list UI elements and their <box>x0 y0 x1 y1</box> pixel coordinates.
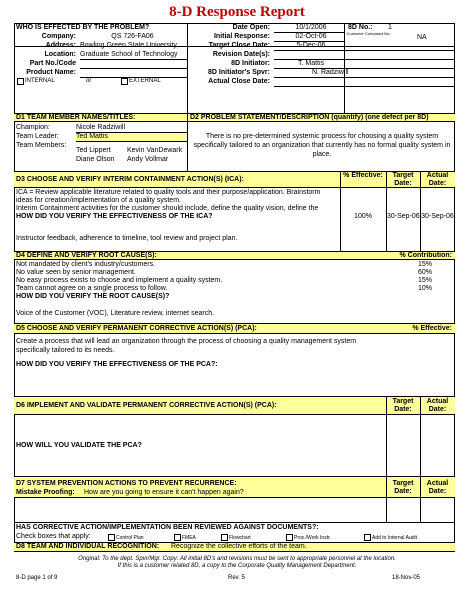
d8-heading: D8 TEAM AND INDIVIDUAL RECOGNITION: <box>16 543 160 550</box>
customer-complaint-label: Customer Complaint No.: <box>346 31 392 36</box>
location-value[interactable]: Graduate School of Technology <box>80 51 178 58</box>
d5-question: HOW DID YOU VERIFY THE EFFECTIVENESS OF THE PCA?: <box>16 361 218 368</box>
d2-problem-statement[interactable]: There is no pre-determined systemic process for choosing a quality system specifically tailored to an organization that currently has no formal quality system in place. <box>193 133 451 158</box>
team-member[interactable]: Ted Lippert <box>76 147 111 154</box>
root-cause-item[interactable]: No value seen by senior management. <box>16 269 136 276</box>
checkbox-label: Proc./Work Instr. <box>294 535 331 541</box>
footer-note: Original: To the dept. Spvr/Mgr. Copy: All initial 8D's and revisions must be sent to appropriate personnel at the location. <box>78 556 396 562</box>
report-title: 8-D Response Report <box>169 4 305 20</box>
d3-question: HOW DID YOU VERIFY THE EFFECTIVENESS OF THE ICA? <box>16 213 213 220</box>
has-corrective-question: HAS CORRECTIVE ACTION/IMPLEMENTATION BEEN REVIEWED AGAINST DOCUMENTS?: <box>16 524 319 531</box>
champion-label: Champion: <box>16 124 50 131</box>
check-boxes-label: Check boxes that apply: <box>16 533 91 540</box>
rule <box>274 86 455 87</box>
footer-date: 18-Nov-05 <box>392 575 421 581</box>
control-plan-checkbox[interactable] <box>108 534 115 541</box>
rule <box>187 113 188 171</box>
team-members-label: Team Members: <box>16 142 67 149</box>
date-open-value[interactable]: 10/1/2006 <box>295 24 327 31</box>
rule <box>274 59 455 60</box>
rule <box>274 32 344 33</box>
rule <box>80 68 187 69</box>
d4-question: HOW DID YOU VERIFY THE ROOT CAUSE(S)? <box>16 293 170 300</box>
checkbox-label: FMEA <box>182 535 196 541</box>
revision-number: Rev. 5 <box>228 575 245 581</box>
rule <box>340 171 341 251</box>
product-name-label: Product Name: <box>26 69 76 76</box>
checkbox-label: Flowchart <box>229 535 251 541</box>
part-no-label: Part No./Code <box>29 60 76 67</box>
root-cause-item[interactable]: No easy process exists to choose and implement a quality system. <box>16 277 223 284</box>
d7-heading: D7 SYSTEM PREVENTION ACTIONS TO PREVENT RECURRENCE: <box>16 480 237 487</box>
eightd-no-label: 8D No.: <box>348 24 373 31</box>
d6-col-target: Target Date: <box>392 398 414 413</box>
champion-value[interactable]: Nicole Radziwill <box>76 124 126 131</box>
rule <box>274 50 455 51</box>
rule <box>76 132 187 133</box>
d4-heading: D4 DEFINE AND VERIFY ROOT CAUSE(S): <box>16 252 157 259</box>
rule <box>76 141 187 142</box>
address-label: Address: <box>45 42 76 49</box>
rule <box>274 41 344 42</box>
spvr-value[interactable]: N. Radziwill <box>312 69 349 76</box>
d3-col-target: Target Date: <box>392 172 414 187</box>
revision-dates-label: Revision Date(s): <box>212 51 270 58</box>
d3-line: ideas for creation/implementation of a quality system. <box>16 197 181 204</box>
who-affected-label: WHO IS EFFECTED BY THE PROBLEM? <box>16 24 150 31</box>
rule <box>14 522 455 523</box>
d8-text: Recognize the collective efforts of the team. <box>171 543 307 550</box>
d3-actual-value[interactable]: 30-Sep-06 <box>421 213 454 220</box>
spvr-label: 8D Initiator's Spvr: <box>208 69 270 76</box>
target-close-label: Target Close Date: <box>208 42 270 49</box>
team-leader-value[interactable]: Ted Mattis <box>76 133 186 141</box>
d5-heading: D5 CHOOSE AND VERIFY PERMANENT CORRECTIVE ACTION(S) (PCA): <box>16 325 257 332</box>
rule <box>80 59 187 60</box>
team-leader-label: Team Leader: <box>16 133 59 140</box>
initiator-label: 8D Initiator: <box>231 60 270 67</box>
d3-target-value[interactable]: 30-Sep-06 <box>387 213 420 220</box>
root-cause-pct[interactable]: 15% <box>417 261 432 268</box>
address-value[interactable]: Bowling Green State University <box>80 42 177 49</box>
root-cause-pct[interactable]: 60% <box>417 269 432 276</box>
root-cause-item[interactable]: Team cannot agree on a single process to follow. <box>16 285 168 292</box>
date-open-label: Date Open: <box>232 24 270 31</box>
or-label: or <box>86 78 92 84</box>
proc-work-instr-checkbox[interactable] <box>286 534 293 541</box>
d6-question: HOW WILL YOU VALIDATE THE PCA? <box>16 442 142 449</box>
d7-col-actual: Actual Date: <box>426 480 449 495</box>
d6-heading: D6 IMPLEMENT AND VALIDATE PERMANENT CORRECTIVE ACTION(S) (PCA): <box>16 402 277 409</box>
team-member[interactable]: Andy Vollmar <box>127 156 169 163</box>
rule <box>274 68 455 69</box>
mistake-proofing-label: Mistake Proofing: <box>16 489 75 496</box>
internal-label: INTERNAL <box>25 78 55 84</box>
team-member[interactable]: Kevin VanDewark <box>127 147 183 154</box>
internal-checkbox[interactable] <box>17 78 24 85</box>
d6-col-actual: Actual Date: <box>426 398 449 413</box>
d4-verify-text[interactable]: Voice of the Customer (VOC), Literature review, internet search. <box>16 310 215 317</box>
page-number: 8-D page 1 of 9 <box>16 575 58 581</box>
team-member[interactable]: Diane Olson <box>76 156 115 163</box>
external-checkbox[interactable] <box>121 78 128 85</box>
d2-heading: D2 PROBLEM STATEMENT/DESCRIPTION (quantify) (one defect per 8D) <box>190 114 429 121</box>
footer-note: If this is a customer related 8D, a copy to the Corporate Quality Management Department. <box>117 563 357 569</box>
company-label: Company: <box>41 33 76 40</box>
root-cause-pct[interactable]: 10% <box>417 285 432 292</box>
root-cause-item[interactable]: Not mandated by client's industry/customers. <box>16 261 156 268</box>
customer-complaint-value[interactable]: NA <box>417 34 427 41</box>
d3-line: ICA = Review applicable literature related to quality tools and their purpose/application. Brainstorm <box>16 189 321 196</box>
eightd-no-value[interactable]: 1 <box>388 24 392 31</box>
actual-close-label: Actual Close Date: <box>208 78 270 85</box>
flowchart-checkbox[interactable] <box>221 534 228 541</box>
rule <box>274 77 455 78</box>
d3-line: Interim Containment activities for the customer should include, define the quality vision, define the <box>16 205 319 212</box>
internal-audit-checkbox[interactable] <box>364 534 371 541</box>
d3-effective-value[interactable]: 100% <box>354 213 372 220</box>
d3-heading: D3 CHOOSE AND VERIFY INTERIM CONTAINMENT ACTION(S) (ICA): <box>16 176 244 183</box>
d3-col-actual: Actual Date: <box>426 172 449 187</box>
d1-heading: D1 TEAM MEMBER NAMES/TITLES: <box>16 114 136 121</box>
external-label: EXTERNAL <box>129 78 161 84</box>
fmea-checkbox[interactable] <box>174 534 181 541</box>
company-value[interactable]: QS 726-FA06 <box>111 33 154 40</box>
initiator-value[interactable]: T. Mattis <box>297 60 325 67</box>
location-label: Location: <box>44 51 76 58</box>
d3-verify-text[interactable]: Instructor feedback, adherence to timeline, tool review and project plan. <box>16 235 238 242</box>
initial-response-label: Initial Response: <box>213 33 270 40</box>
d7-col-target: Target Date: <box>392 480 414 495</box>
mistake-proofing-text: How are you going to ensure it can't happen again? <box>84 489 244 496</box>
checkbox-label: Add to Internal Audit <box>372 535 418 541</box>
initial-response-value[interactable]: 02-Oct-06 <box>295 33 327 40</box>
root-cause-pct[interactable]: 15% <box>417 277 432 284</box>
d4-col-contribution: % Contribution: <box>399 252 452 259</box>
d5-pca-text[interactable]: Create a process that will lead an organization through the process of choosing a quality management system specifically tailored to its needs. <box>16 338 357 354</box>
target-close-value[interactable]: 5-Dec-06 <box>296 42 326 49</box>
checkbox-label: Control Plan <box>116 535 144 541</box>
d3-col-effective: % Effective: <box>343 172 383 179</box>
d5-col-effective: % Effective: <box>412 325 452 332</box>
